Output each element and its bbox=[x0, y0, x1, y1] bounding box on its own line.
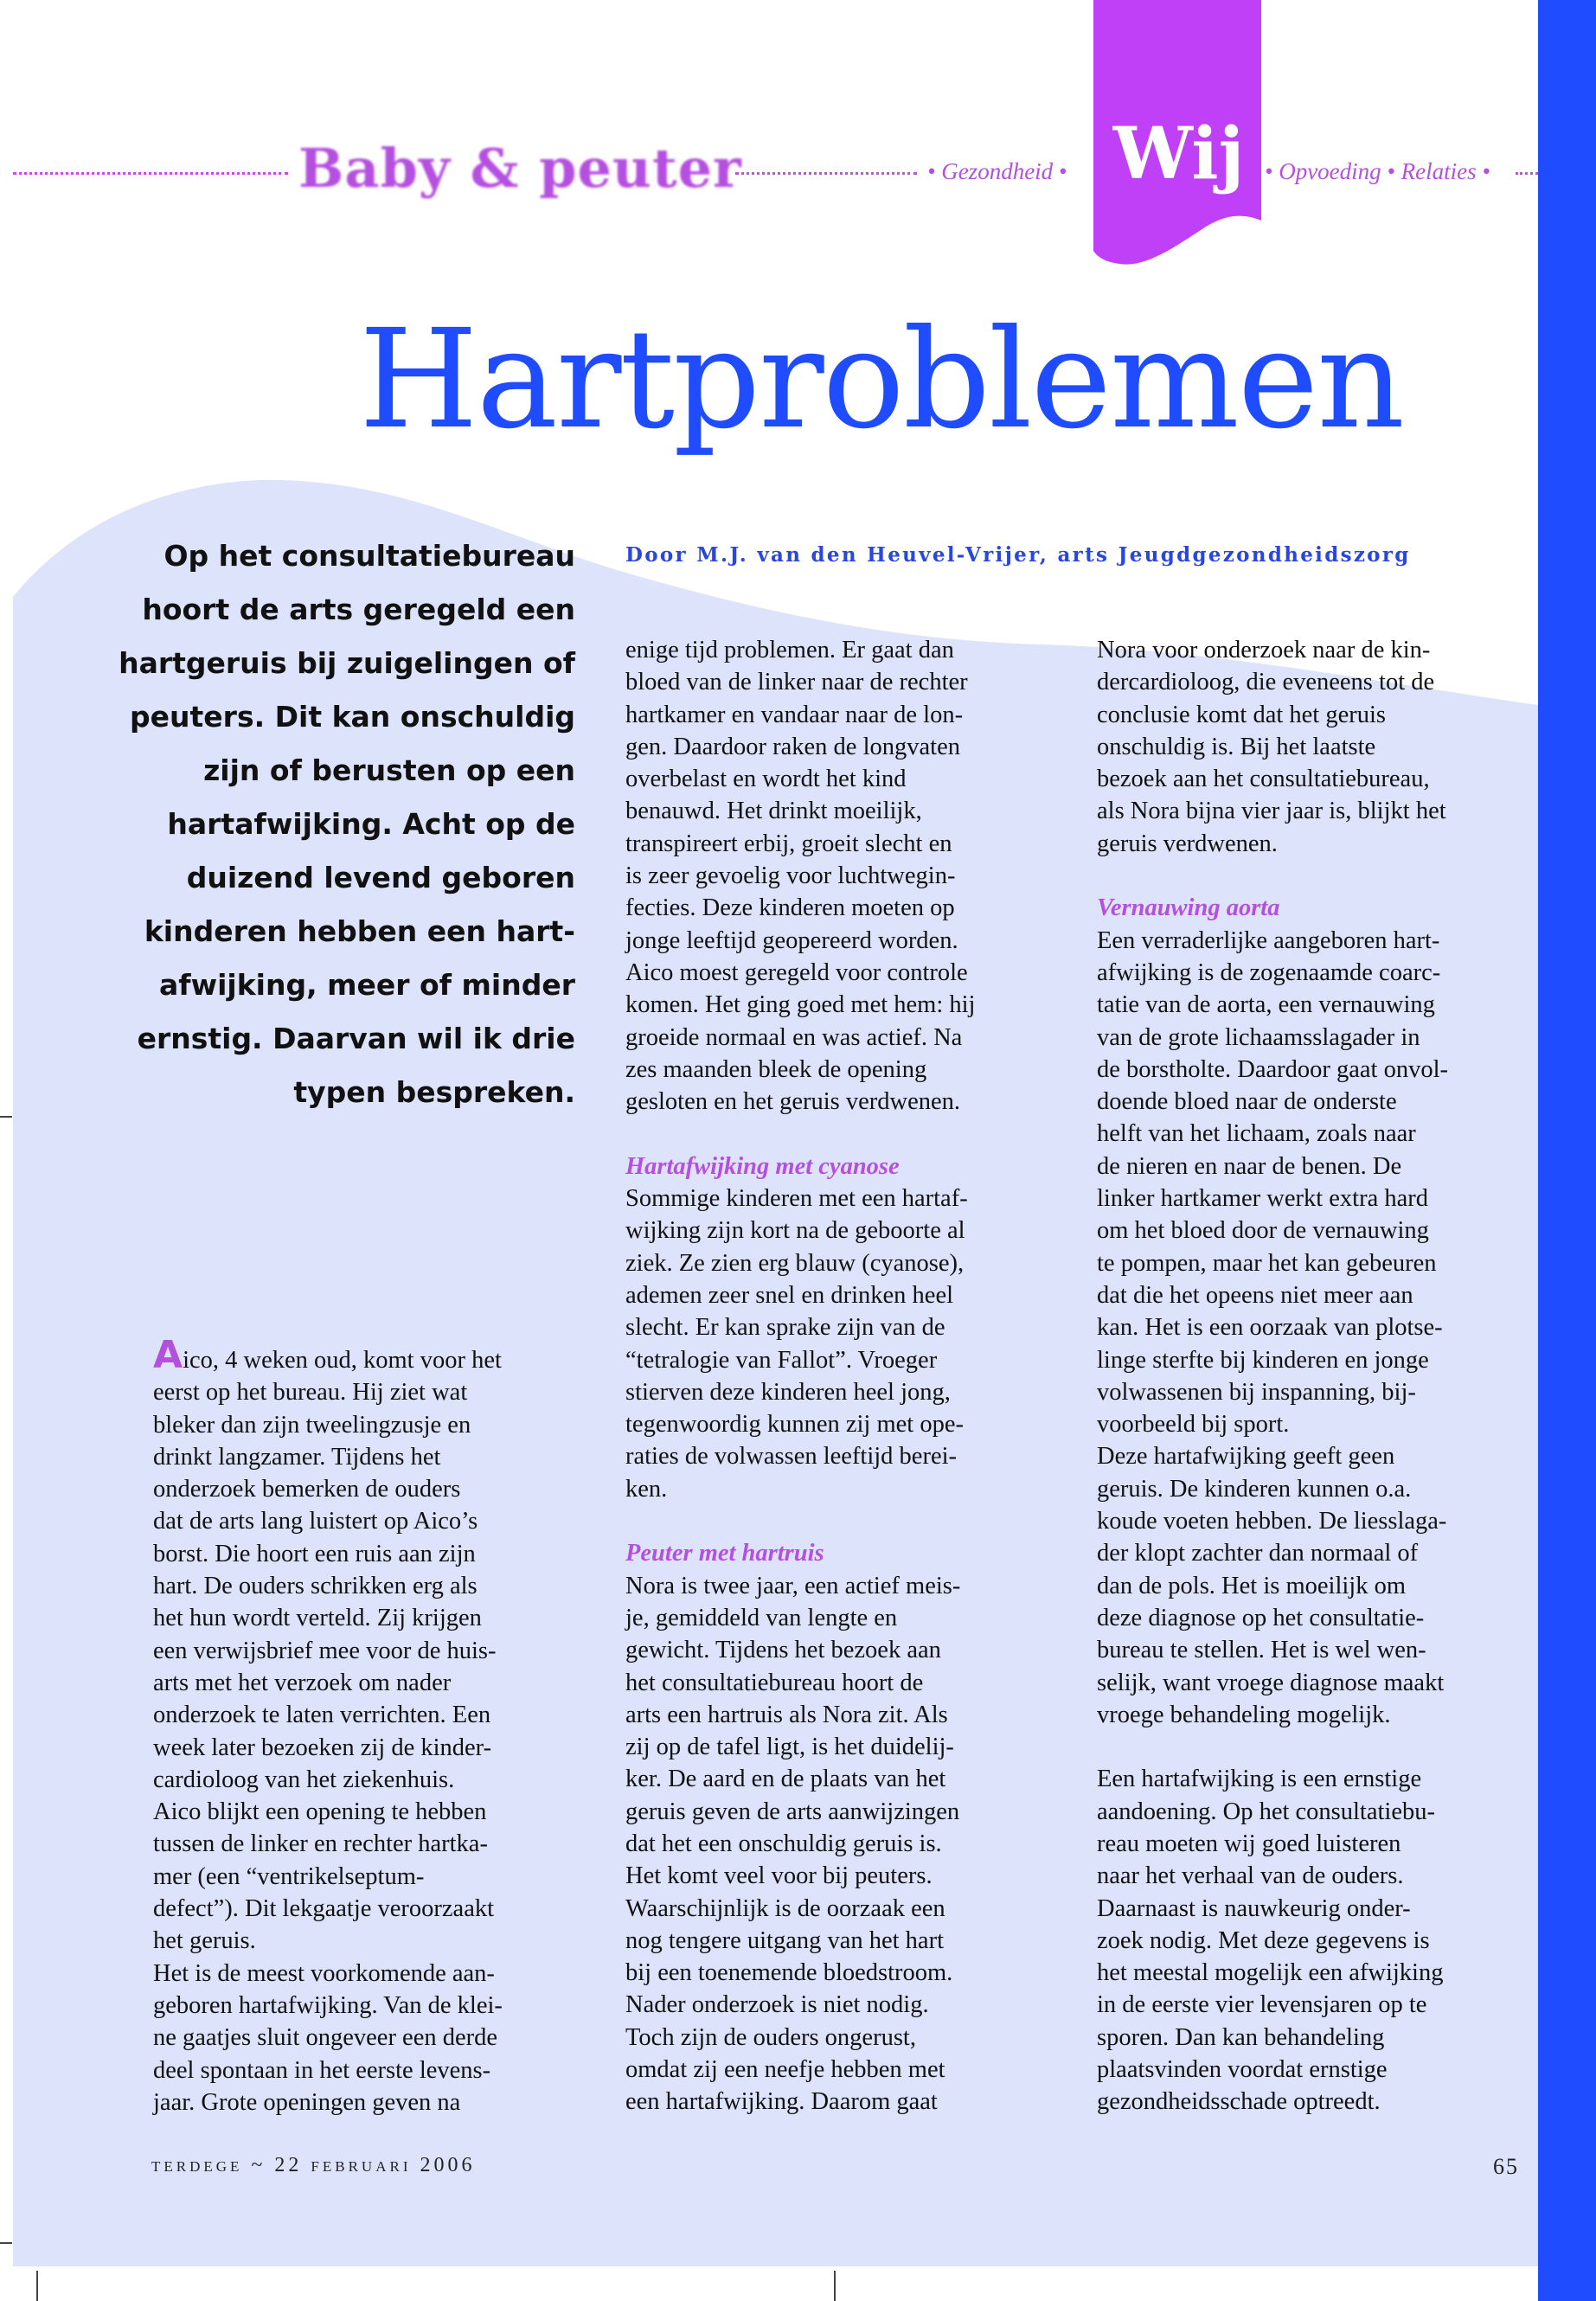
text-line: het consultatiebureau hoort de bbox=[625, 1669, 924, 1696]
text-line: Aico blijkt een opening te hebben bbox=[153, 1798, 487, 1826]
text-line: drinkt langzamer. Tijdens het bbox=[153, 1443, 441, 1471]
column-1 bbox=[153, 1333, 586, 2118]
text-line: omdat zij een neefje hebben met bbox=[625, 2056, 945, 2084]
text-line: afwijking is de zogenaamde coarc- bbox=[1097, 958, 1441, 986]
intro-line: afwijking, meer of minder bbox=[158, 968, 575, 1002]
text-line: naar het verhaal van de ouders. bbox=[1097, 1862, 1404, 1890]
text-line: Het komt veel voor bij peuters. bbox=[625, 1862, 933, 1890]
intro-line: kinderen hebben een hart- bbox=[144, 914, 575, 948]
text-line: groeide normaal en was actief. Na bbox=[625, 1023, 963, 1051]
text-line-rest: ico, 4 weken oud, komt voor het bbox=[183, 1347, 502, 1374]
text-line: week later bezoeken zij de kinder- bbox=[153, 1734, 492, 1761]
column-2 bbox=[625, 634, 1058, 2118]
text-line: het geruis. bbox=[153, 1927, 256, 1955]
text-line: Nora is twee jaar, een actief meis- bbox=[625, 1572, 961, 1599]
nav-opvoeding-relaties: • Opvoeding • Relaties • bbox=[1265, 158, 1490, 184]
text-line: zes maanden bleek de opening bbox=[625, 1055, 927, 1083]
text-line: ken. bbox=[625, 1475, 668, 1503]
text-line: geboren hartafwijking. Van de klei- bbox=[153, 1991, 503, 2019]
intro-line: ernstig. Daarvan wil ik drie bbox=[137, 1022, 575, 1055]
text-line: plaatsvinden voordat ernstige bbox=[1097, 2056, 1388, 2084]
text-line: komen. Het ging goed met hem: hij bbox=[625, 991, 976, 1019]
publication-footer: terdege ~ 22 februari 2006 bbox=[151, 2154, 476, 2176]
text-line: deze diagnose op het consultatie- bbox=[1097, 1604, 1425, 1631]
intro-line: hartafwijking. Acht op de bbox=[167, 807, 575, 841]
text-line: mer (een “ventrikelseptum- bbox=[153, 1862, 425, 1890]
text-line: ne gaatjes sluit ongeveer een derde bbox=[153, 2024, 498, 2052]
text-line: linker hartkamer werkt extra hard bbox=[1097, 1185, 1428, 1213]
paragraph-spacer bbox=[625, 1118, 1058, 1150]
text-line: arts met het verzoek om nader bbox=[153, 1669, 452, 1696]
text-line: hart. De ouders schrikken erg als bbox=[153, 1573, 478, 1600]
text-line: om het bloed door de vernauwing bbox=[1097, 1217, 1429, 1245]
text-line: onschuldig is. Bij het laatste bbox=[1097, 733, 1376, 760]
text-line: het hun wordt verteld. Zij krijgen bbox=[153, 1605, 482, 1632]
section-title: Baby & peuter bbox=[298, 137, 742, 200]
text-line: je, gemiddeld van lengte en bbox=[625, 1604, 898, 1631]
crop-mark bbox=[0, 1116, 12, 1118]
text-line: Sommige kinderen met een hartaf- bbox=[625, 1185, 968, 1213]
intro-line: peuters. Dit kan onschuldig bbox=[130, 700, 575, 734]
intro-line: duizend levend geboren bbox=[186, 861, 575, 894]
text-line: der klopt zachter dan normaal of bbox=[1097, 1540, 1419, 1567]
text-line: in de eerste vier levensjaren op te bbox=[1097, 1991, 1427, 2019]
header-divider-middle bbox=[735, 172, 917, 175]
text-line: een verwijsbrief mee voor de huis- bbox=[153, 1637, 497, 1664]
text-line: geruis verdwenen. bbox=[1097, 830, 1278, 857]
text-line: dat het een onschuldig geruis is. bbox=[625, 1830, 942, 1857]
text-line: dat die het opeens niet meer aan bbox=[1097, 1281, 1413, 1309]
text-line: Nader onderzoek is niet nodig. bbox=[625, 1991, 929, 2019]
text-line: als Nora bijna vier jaar is, blijkt het bbox=[1097, 798, 1446, 825]
text-line: ademen zeer snel en drinken heel bbox=[625, 1281, 954, 1309]
subheading: Hartafwijking met cyanose bbox=[625, 1152, 900, 1180]
text-line: deel spontaan in het eerste levens- bbox=[153, 2056, 491, 2084]
text-line: jonge leeftijd geopereerd worden. bbox=[625, 926, 958, 954]
text-line: te pompen, maar het kan gebeuren bbox=[1097, 1249, 1437, 1277]
crop-mark bbox=[834, 2271, 836, 2301]
text-line: onderzoek te laten verrichten. Een bbox=[153, 1702, 491, 1729]
paragraph-spacer bbox=[625, 1505, 1058, 1537]
text-line: “tetralogie van Fallot”. Vroeger bbox=[625, 1346, 938, 1374]
text-line: linge sterfte bij kinderen en jonge bbox=[1097, 1346, 1429, 1374]
page-edge-bar bbox=[1538, 0, 1596, 2301]
text-line: tatie van de aorta, een vernauwing bbox=[1097, 991, 1435, 1019]
paragraph-spacer bbox=[1097, 1731, 1529, 1763]
text-line: de nieren en naar de benen. De bbox=[1097, 1152, 1402, 1180]
brand-tab-label: Wij bbox=[1112, 112, 1245, 195]
text-line: Daarnaast is nauwkeurig onder- bbox=[1097, 1894, 1411, 1922]
paragraph-spacer bbox=[1097, 860, 1529, 892]
text-line: Deze hartafwijking geeft geen bbox=[1097, 1443, 1395, 1471]
text-line: Een hartafwijking is een ernstige bbox=[1097, 1766, 1422, 1793]
crop-mark bbox=[36, 2271, 38, 2301]
intro-line: hoort de arts geregeld een bbox=[142, 593, 575, 626]
text-line: het meestal mogelijk een afwijking bbox=[1097, 1959, 1444, 1987]
drop-cap: A bbox=[153, 1333, 183, 1377]
text-line: gesloten en het geruis verdwenen. bbox=[625, 1088, 960, 1116]
text-line: dan de pols. Het is moeilijk om bbox=[1097, 1572, 1407, 1599]
text-line: gewicht. Tijdens het bezoek aan bbox=[625, 1637, 941, 1664]
text-line: borst. Die hoort een ruis aan zijn bbox=[153, 1540, 476, 1567]
text-line: Toch zijn de ouders ongerust, bbox=[625, 2023, 916, 2051]
text-line: bleker dan zijn tweelingzusje en bbox=[153, 1411, 471, 1439]
intro-paragraph bbox=[104, 529, 575, 1119]
text-line: de borstholte. Daardoor gaat onvol- bbox=[1097, 1055, 1448, 1083]
crop-mark bbox=[0, 2242, 12, 2244]
text-line: Waarschijnlijk is de oorzaak een bbox=[625, 1894, 945, 1922]
text-line: enige tijd problemen. Er gaat dan bbox=[625, 637, 954, 663]
text-line: hartkamer en vandaar naar de lon- bbox=[625, 701, 964, 728]
text-line: tussen de linker en rechter hartka- bbox=[153, 1830, 488, 1858]
text-line: volwassenen bij inspanning, bij- bbox=[1097, 1378, 1416, 1406]
text-line: vroege behandeling mogelijk. bbox=[1097, 1701, 1391, 1728]
byline: Door M.J. van den Heuvel-Vrijer, arts Jeugdgezondheidszorg bbox=[625, 543, 1411, 567]
text-line: geruis geven de arts aanwijzingen bbox=[625, 1798, 960, 1825]
intro-line: Op het consultatiebureau bbox=[163, 539, 575, 573]
text-line: tegenwoordig kunnen zij met ope- bbox=[625, 1411, 964, 1439]
text-line: gen. Daardoor raken de longvaten bbox=[625, 733, 960, 760]
text-line: sporen. Dan kan behandeling bbox=[1097, 2023, 1385, 2051]
text-line: eerst op het bureau. Hij ziet wat bbox=[153, 1379, 468, 1407]
text-line: onderzoek bemerken de ouders bbox=[153, 1476, 461, 1503]
text-line: een hartafwijking. Daarom gaat bbox=[625, 2088, 938, 2116]
text-line: Het is de meest voorkomende aan- bbox=[153, 1959, 495, 1987]
text-line: benauwd. Het drinkt moeilijk, bbox=[625, 798, 922, 825]
intro-line: zijn of berusten op een bbox=[203, 753, 575, 787]
nav-gezondheid: • Gezondheid • bbox=[927, 158, 1067, 184]
intro-line: typen bespreken. bbox=[293, 1075, 575, 1109]
text-line: slecht. Er kan sprake zijn van de bbox=[625, 1314, 945, 1342]
text-line: ziek. Ze zien erg blauw (cyanose), bbox=[625, 1249, 965, 1277]
text-line: bezoek aan het consultatiebureau, bbox=[1097, 766, 1430, 793]
intro-line: hartgeruis bij zuigelingen of bbox=[119, 646, 575, 680]
text-line: arts een hartruis als Nora zit. Als bbox=[625, 1701, 948, 1728]
text-line: dercardioloog, die eveneens tot de bbox=[1097, 669, 1435, 696]
text-line bbox=[153, 1333, 586, 1377]
text-line: geruis. De kinderen kunnen o.a. bbox=[1097, 1475, 1412, 1503]
text-line: gezondheidsschade optreedt. bbox=[1097, 2088, 1381, 2116]
text-line: selijk, want vroege diagnose maakt bbox=[1097, 1669, 1445, 1696]
text-line: zij op de tafel ligt, is het duidelij- bbox=[625, 1734, 954, 1761]
text-line: kan. Het is een oorzaak van plotse- bbox=[1097, 1314, 1443, 1342]
text-line: cardioloog van het ziekenhuis. bbox=[153, 1766, 455, 1793]
text-line: wijking zijn kort na de geboorte al bbox=[625, 1217, 965, 1245]
text-line: jaar. Grote openingen geven na bbox=[153, 2088, 461, 2116]
text-line: koude voeten hebben. De liesslaga- bbox=[1097, 1508, 1447, 1535]
text-line: dat de arts lang luistert op Aico’s bbox=[153, 1508, 478, 1535]
text-line: transpireert erbij, groeit slecht en bbox=[625, 830, 952, 857]
text-line: bloed van de linker naar de rechter bbox=[625, 669, 968, 696]
text-line: fecties. Deze kinderen moeten op bbox=[625, 894, 955, 922]
text-line: bij een toenemende bloedstroom. bbox=[625, 1959, 953, 1987]
text-line: zoek nodig. Met deze gegevens is bbox=[1097, 1926, 1430, 1954]
text-line: helft van het lichaam, zoals naar bbox=[1097, 1120, 1416, 1148]
subheading: Peuter met hartruis bbox=[625, 1540, 824, 1567]
text-line: is zeer gevoelig voor luchtwegin- bbox=[625, 862, 956, 890]
subheading: Vernauwing aorta bbox=[1097, 894, 1280, 922]
text-line: overbelast en wordt het kind bbox=[625, 766, 907, 793]
header-divider-left bbox=[13, 172, 288, 175]
text-line: Aico moest geregeld voor controle bbox=[625, 958, 968, 986]
header-divider-right bbox=[1516, 172, 1538, 175]
text-line: aandoening. Op het consultatiebu- bbox=[1097, 1798, 1435, 1825]
text-line: ker. De aard en de plaats van het bbox=[625, 1766, 946, 1793]
text-line: defect”). Dit lekgaatje veroorzaakt bbox=[153, 1895, 495, 1923]
article-title: Hartproblemen bbox=[359, 300, 1404, 459]
text-line: bureau te stellen. Het is wel wen- bbox=[1097, 1637, 1426, 1664]
text-line: conclusie komt dat het geruis bbox=[1097, 701, 1386, 728]
text-line: van de grote lichaamsslagader in bbox=[1097, 1023, 1420, 1051]
page-number: 65 bbox=[1493, 2154, 1519, 2179]
text-line: doende bloed naar de onderste bbox=[1097, 1088, 1397, 1116]
text-line: nog tengere uitgang van het hart bbox=[625, 1926, 944, 1954]
text-line: raties de volwassen leeftijd berei- bbox=[625, 1443, 958, 1471]
text-line: reau moeten wij goed luisteren bbox=[1097, 1830, 1401, 1857]
text-line: voorbeeld bij sport. bbox=[1097, 1411, 1290, 1439]
text-line: Een verraderlijke aangeboren hart- bbox=[1097, 926, 1440, 954]
text-line: stierven deze kinderen heel jong, bbox=[625, 1378, 951, 1406]
text-line: Nora voor onderzoek naar de kin- bbox=[1097, 637, 1431, 663]
column-3 bbox=[1097, 634, 1529, 2118]
